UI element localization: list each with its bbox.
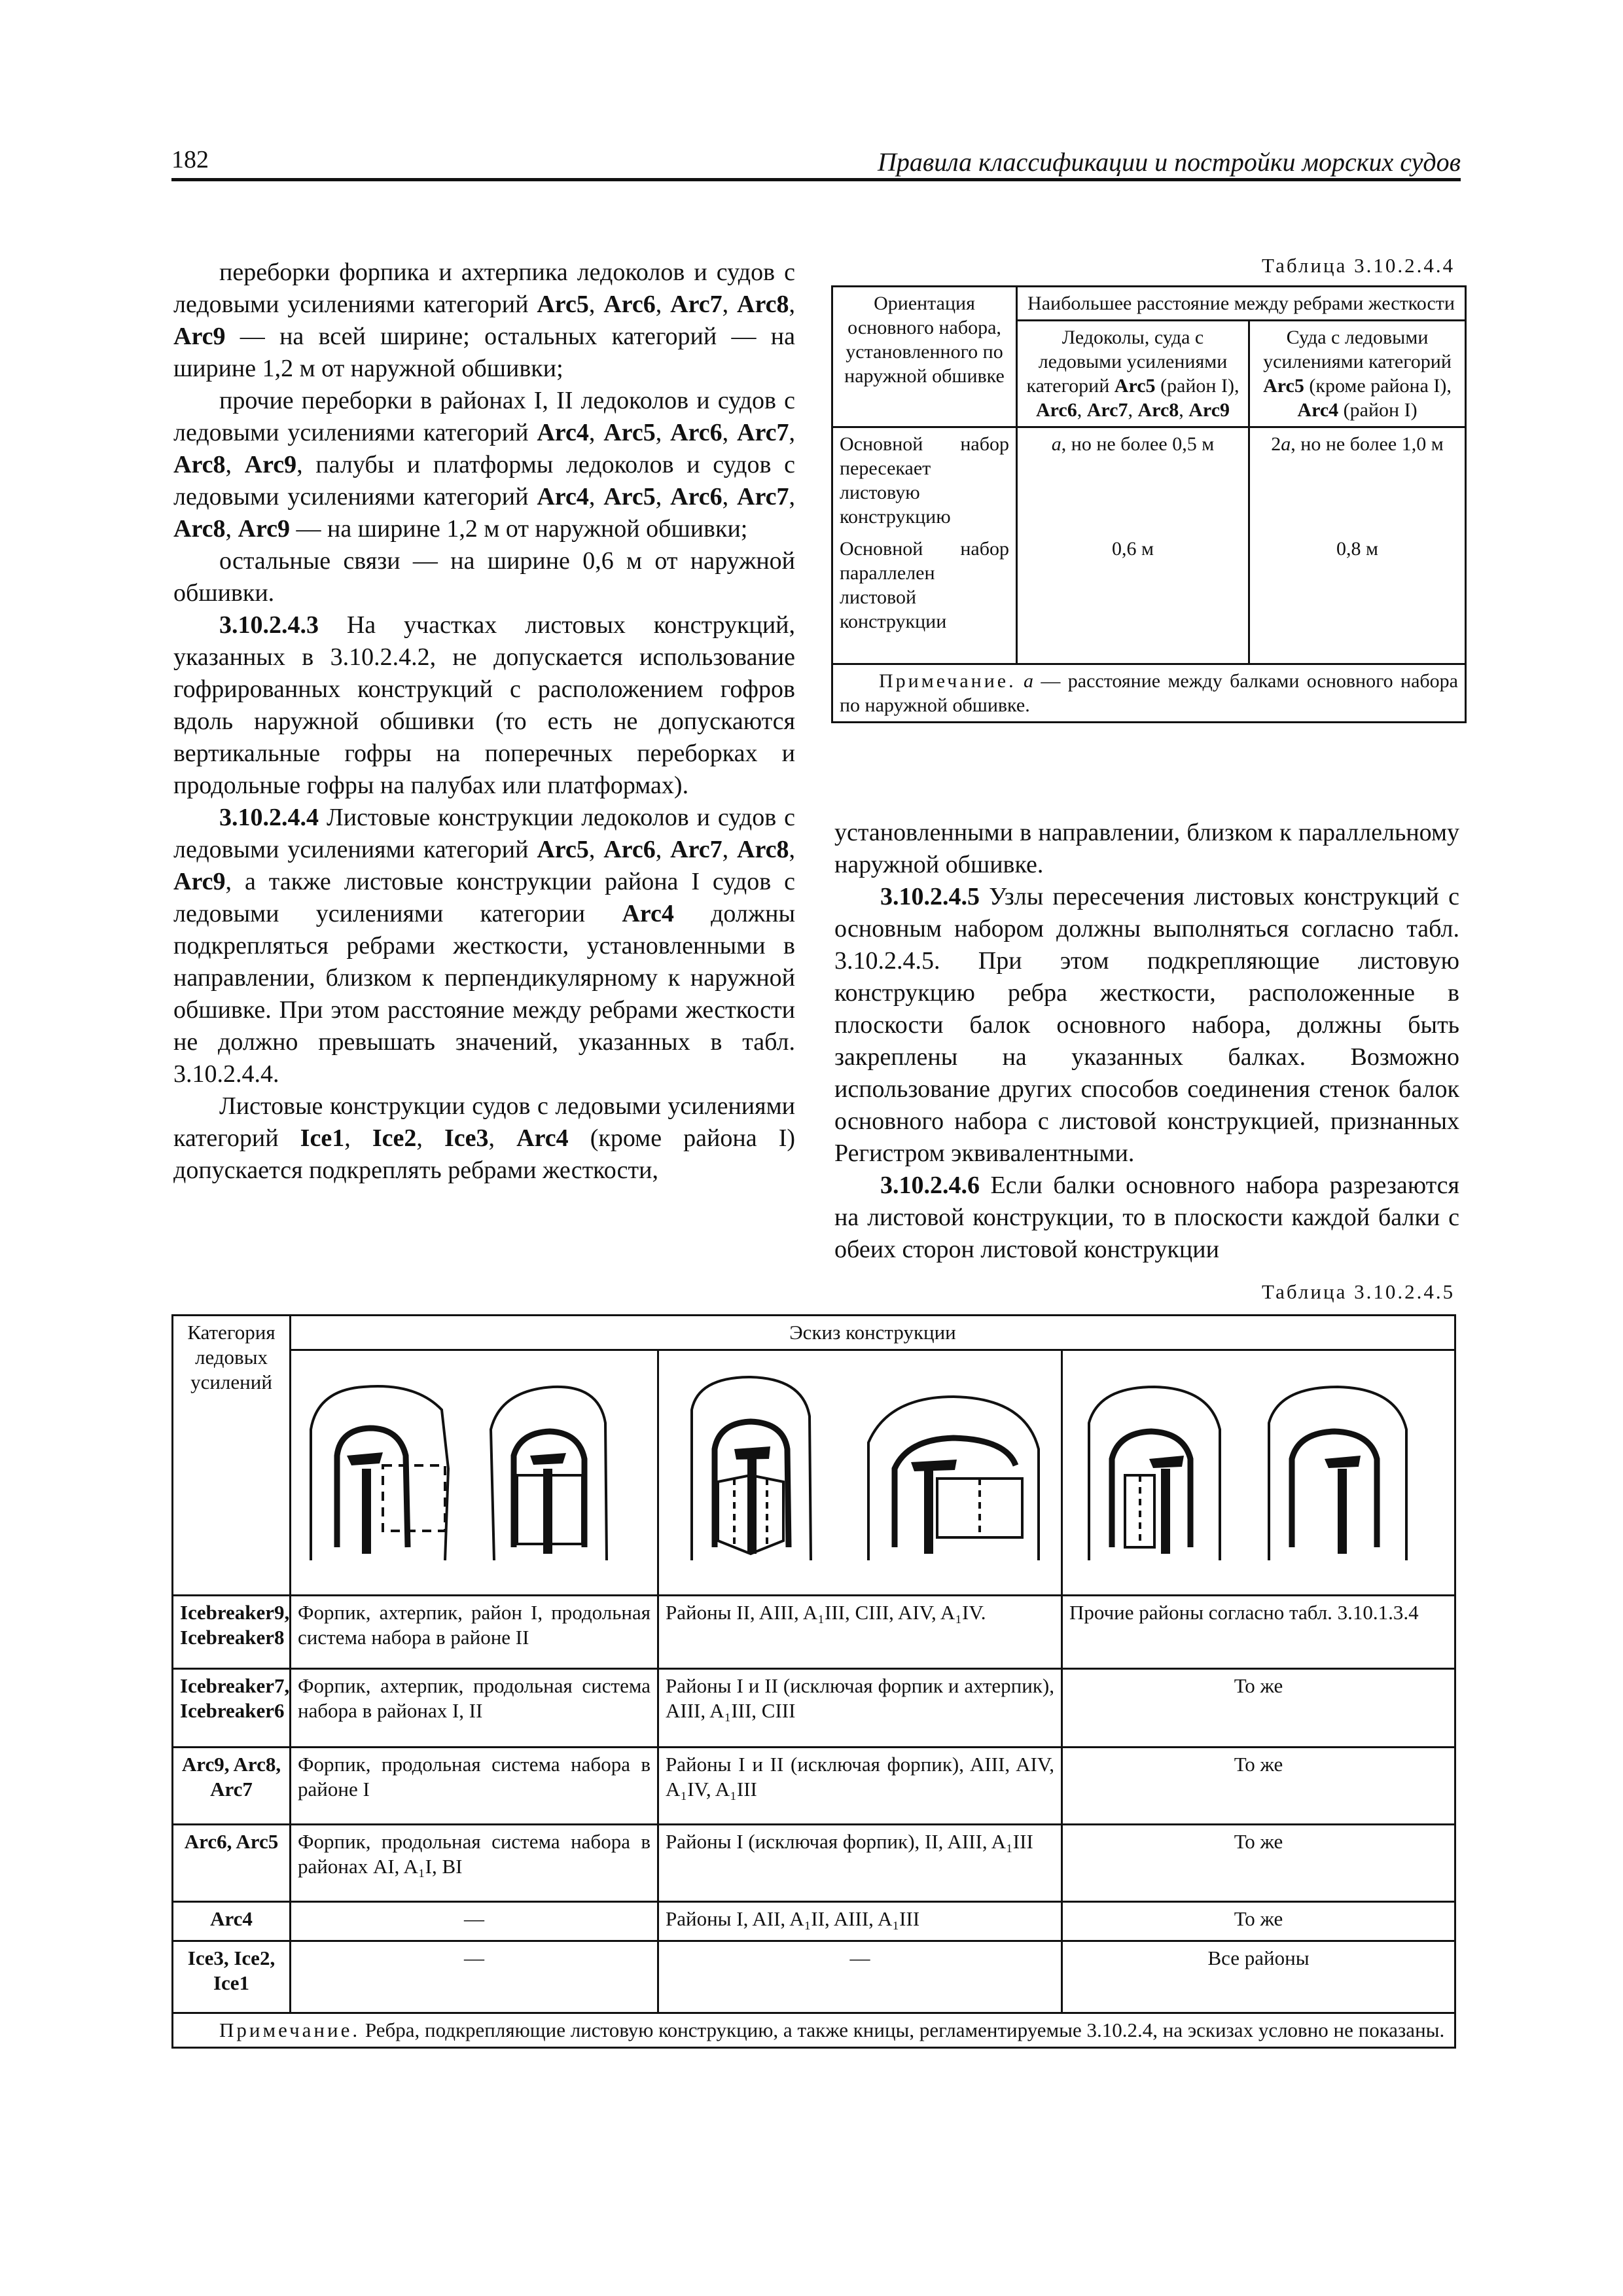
header-rule — [171, 178, 1461, 181]
section-number: 3.10.2.4.4 — [219, 804, 319, 831]
table-subheader-ice-ships: Суда с ледовыми усилениями категорий Arc5 (кроме района I), Arc4 (район I) — [1249, 321, 1466, 427]
table-cell: То же — [1062, 1825, 1455, 1902]
table-row — [173, 1669, 1455, 1748]
section-number: 3.10.2.4.3 — [219, 611, 319, 639]
table-cell: То же — [1062, 1669, 1455, 1748]
table-cell: 0,8 м — [1249, 533, 1466, 664]
sketch-2-figure — [659, 1351, 1059, 1594]
paragraph: 3.10.2.4.6 Если балки основного набора разрезаются на листовой конструкции, то в плоскости каждой балки с обеих сторон листовой конструкции — [834, 1172, 1459, 1263]
table-cell: То же — [1062, 1748, 1455, 1825]
paragraph: 3.10.2.4.5 Узлы пересечения листовых конструкций с основным набором должны выполняться согласно табл. 3.10.2.4.5. При этом подкрепляющие листовую конструкцию ребра жесткости, расположенные в плоскости балок основного набора, должны быть закреплены на указанных балках. Возможно использование других способов соединения стенок балок основного набора с листовой конструкцией, признанных Регистром эквивалентными. — [834, 883, 1459, 1167]
table-cell: Районы I и II (исключая форпик), AIII, AIV, A₁IV, A₁III — [658, 1748, 1062, 1825]
table-cell-category: Icebreaker7, Icebreaker6 — [173, 1669, 291, 1748]
table-cell: 0,6 м — [1017, 533, 1249, 664]
table-row — [173, 1825, 1455, 1902]
sketch-cell-1 — [291, 1350, 658, 1596]
paragraph: 3.10.2.4.3 На участках листовых конструкций, указанных в 3.10.2.4.2, не допускается использование гофрированных конструкций с расположением гофров вдоль наружной обшивки (то есть не допускаются вертикальные гофры на поперечных переборках и продольные гофры на палубах или платформах). — [173, 611, 795, 799]
table-3-10-2-4-5 — [171, 1314, 1456, 2049]
paragraph: остальные связи — на ширине 0,6 м от наружной обшивки. — [173, 547, 795, 607]
table-cell: — — [291, 1902, 658, 1941]
paragraph: Листовые конструкции судов с ледовыми усилениями категорий Ice1, Ice2, Ice3, Arc4 (кроме района I) допускается подкреплять ребрами жесткости, — [173, 1092, 796, 1184]
running-title: Правила классификации и постройки морских судов — [877, 147, 1461, 177]
table-cell: — — [291, 1941, 658, 2013]
left-column — [173, 257, 795, 1187]
right-column — [834, 817, 1459, 1266]
table-row — [173, 1748, 1455, 1825]
table-cell-category: Arc4 — [173, 1902, 291, 1941]
table-cell: Форпик, ахтерпик, район I, продольная система набора в районе II — [291, 1596, 658, 1669]
table-cell: Форпик, ахтерпик, продольная система набора в районах I, II — [291, 1669, 658, 1748]
table-3-10-2-4-4 — [831, 285, 1467, 723]
sketch-cell-3 — [1062, 1350, 1455, 1596]
table-cell: То же — [1062, 1902, 1455, 1941]
table-cell: Форпик, продольная система набора в районах AI, A₁I, BI — [291, 1825, 658, 1902]
table-cell: Районы I, AII, A₁II, AIII, A₁III — [658, 1902, 1062, 1941]
table-header-category: Категория ледовых усилений — [173, 1316, 291, 1596]
table-cell: Районы II, AIII, A₁III, CIII, AIV, A₁IV. — [658, 1596, 1062, 1669]
page-number: 182 — [171, 146, 209, 173]
table-row — [173, 1596, 1455, 1669]
table-cell: Районы I и II (исключая форпик и ахтерпик), AIII, A₁III, CIII — [658, 1669, 1062, 1748]
table-row-label: Основной набор пересекает листовую конструкцию — [832, 427, 1017, 533]
table-cell: a, но не более 0,5 м — [1017, 427, 1249, 533]
table-caption: Таблица 3.10.2.4.4 — [1262, 254, 1455, 277]
table-caption: Таблица 3.10.2.4.5 — [1262, 1280, 1455, 1303]
sketch-1-figure — [291, 1351, 655, 1594]
paragraph: переборки форпика и ахтерпика ледоколов и судов с ледовыми усилениями категорий Arc5, Arc6, Arc7, Arc8, Arc9 — на всей ширине; остальных категорий — на ширине 1,2 м от наружной обшивки; — [173, 259, 796, 382]
table-header-max-spacing: Наибольшее расстояние между ребрами жесткости — [1017, 287, 1466, 321]
paragraph: установленными в направлении, близком к параллельному наружной обшивке. — [834, 819, 1459, 878]
table-note: Примечание. a — расстояние между балками основного набора по наружной обшивке. — [832, 664, 1466, 722]
table-cell: 2a, но не более 1,0 м — [1249, 427, 1466, 533]
section-number: 3.10.2.4.5 — [880, 883, 980, 910]
table-subheader-icebreakers: Ледоколы, суда с ледовыми усилениями категорий Arc5 (район I), Arc6, Arc7, Arc8, Arc9 — [1017, 321, 1249, 427]
table-cell: Форпик, продольная система набора в районе I — [291, 1748, 658, 1825]
paragraph: 3.10.2.4.4 Листовые конструкции ледоколов и судов с ледовыми усилениями категорий Arc5, Arc6, Arc7, Arc8, Arc9, а также листовые конструкции района I судов с ледовыми усилениями категории Arc4 должны подкрепляться ребрами жесткости, установленными в направлении, близком к перпендикулярному к наружной обшивке. При этом расстояние между ребрами жесткости не должно превышать значений, указанных в табл. 3.10.2.4.4. — [173, 804, 796, 1088]
table-row — [173, 1941, 1455, 2013]
section-number: 3.10.2.4.6 — [880, 1172, 980, 1199]
paragraph: прочие переборки в районах I, II ледоколов и судов с ледовыми усилениями категорий Arc4, Arc5, Arc6, Arc7, Arc8, Arc9, палубы и платформы ледоколов и судов с ледовыми усилениями категорий Arc4, Arc5, Arc6, Arc7, Arc8, Arc9 — на ширине 1,2 м от наружной обшивки; — [173, 387, 796, 543]
table-row-label: Основной набор параллелен листовой конструкции — [832, 533, 1017, 664]
table-cell-category: Icebreaker9, Icebreaker8 — [173, 1596, 291, 1669]
table-cell-category: Ice3, Ice2, Ice1 — [173, 1941, 291, 2013]
table-cell-category: Arc9, Arc8, Arc7 — [173, 1748, 291, 1825]
table-cell: — — [658, 1941, 1062, 2013]
table-cell: Районы I (исключая форпик), II, AIII, A₁III — [658, 1825, 1062, 1902]
table-cell: Все районы — [1062, 1941, 1455, 2013]
table-cell: Прочие районы согласно табл. 3.10.1.3.4 — [1062, 1596, 1455, 1669]
table-header-sketch: Эскиз конструкции — [291, 1316, 1455, 1350]
sketch-3-figure — [1063, 1351, 1452, 1594]
sketch-cell-2 — [658, 1350, 1062, 1596]
table-row — [173, 1902, 1455, 1941]
table-header-orientation: Ориентация основного набора, установленного по наружной обшивке — [832, 287, 1017, 427]
table-cell-category: Arc6, Arc5 — [173, 1825, 291, 1902]
table-note: Примечание. Ребра, подкрепляющие листовую конструкцию, а также кницы, регламентируемые 3.10.2.4, на эскизах условно не показаны. — [173, 2013, 1455, 2048]
